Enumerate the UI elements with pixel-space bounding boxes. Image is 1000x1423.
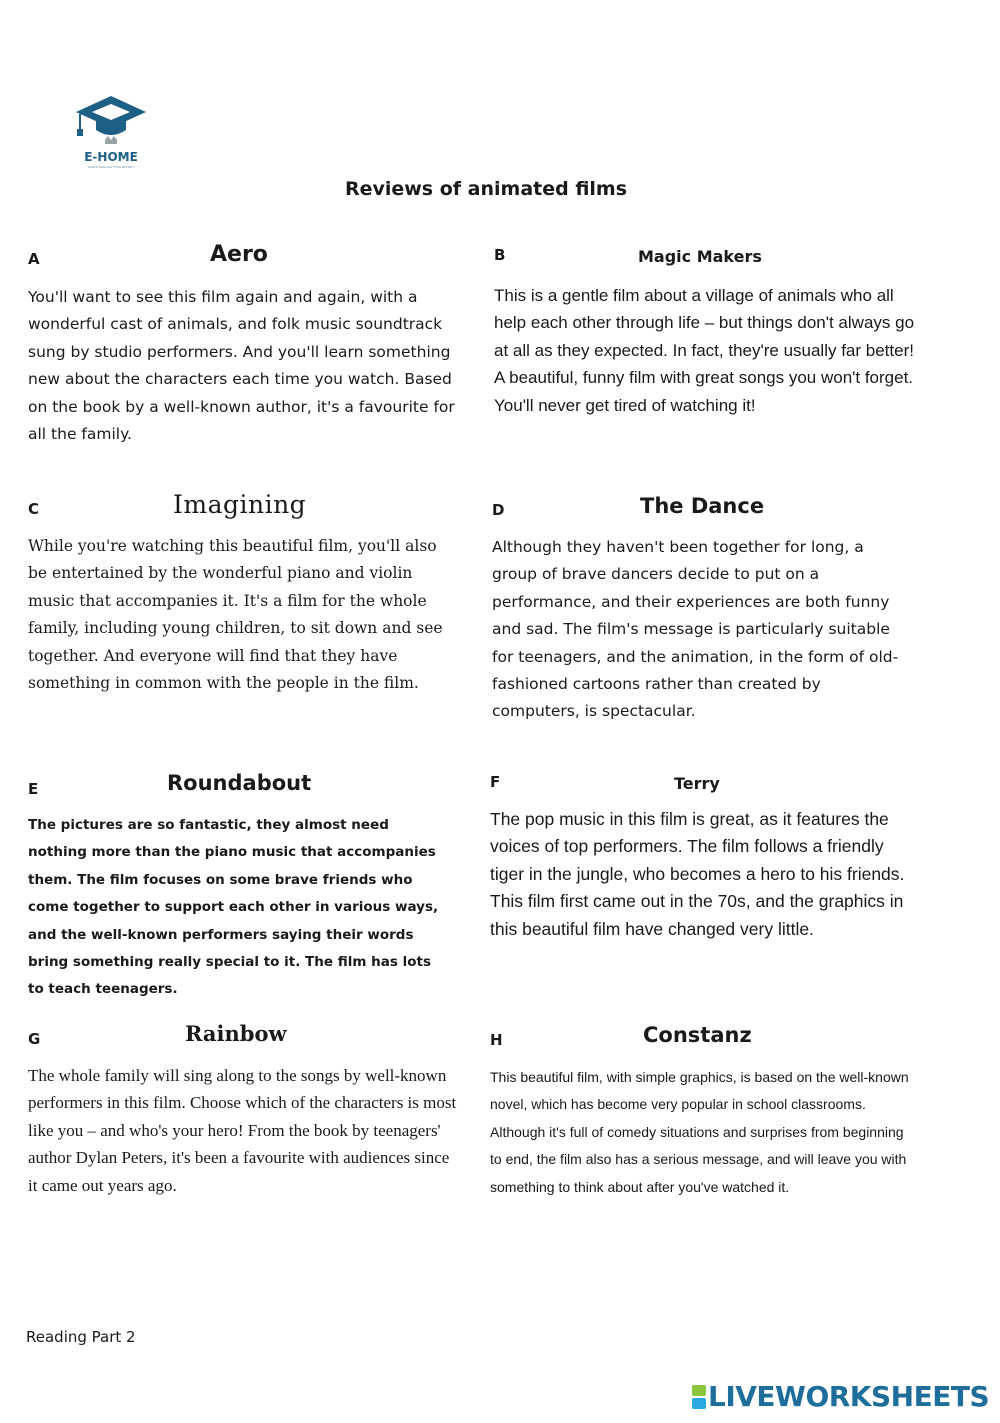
review-body: You'll want to see this film again and again, with a wonderful cast of animals, and folk music soundtrack sung by studio performers. And you'll learn something new about the characters each time you watch. Based on the book by a well-known author, it's a favourite for all the family.	[28, 288, 455, 444]
page-title: Reviews of animated films	[344, 178, 628, 200]
brand-name: E-HOME	[84, 150, 138, 164]
review-letter: B	[494, 246, 506, 264]
brand-logo	[72, 92, 152, 172]
review-title: Magic Makers	[638, 247, 762, 266]
review-title: The Dance	[640, 494, 765, 518]
review-title: Terry	[674, 774, 720, 793]
review-body: The pop music in this film is great, as it features the voices of top performers. The film follows a friendly tiger in the jungle, who becomes a hero to his friends. This film first came out in the 70s, and the graphics in this beautiful film have changed very little.	[490, 809, 905, 939]
watermark-text: LIVEWORKSHEETS	[708, 1380, 990, 1413]
liveworksheets-badge-icon	[692, 1385, 706, 1409]
review-body: Although they haven't been together for long, a group of brave dancers decide to put on a performance, and their experiences are both funny and sad. The film's message is particularly suitable for teenagers, and the animation, in the form of old-fashioned cartoons rather than created by computers, is spectacular.	[492, 538, 899, 721]
review-letter: F	[490, 773, 501, 791]
review-body: While you're watching this beautiful film, you'll also be entertained by the wonderful piano and violin music that accompanies it. It's a film for the whole family, including young children, to sit down and see together. And everyone will find that they have something in common with the people in the film.	[28, 537, 443, 693]
review-title: Roundabout	[167, 771, 312, 795]
review-letter: G	[28, 1030, 41, 1048]
review-title: Imagining	[173, 490, 307, 519]
page-footer: Reading Part 2	[26, 1328, 136, 1346]
review-body: This beautiful film, with simple graphics, is based on the well-known novel, which has become very popular in school classrooms. Although it's full of comedy situations and surprises from beginning to end, the film also has a serious message, and will leave you with something to think about after you've watched it.	[490, 1069, 909, 1195]
review-title: Rainbow	[185, 1021, 287, 1046]
review-letter: C	[28, 500, 40, 518]
graduation-cap-e-icon	[72, 92, 150, 150]
review-title: Constanz	[643, 1023, 752, 1047]
review-body: The pictures are so fantastic, they almost need nothing more than the piano music that accompanies them. The film focuses on some brave friends who come together to support each other in various ways, and the well-known performers saying their words bring something really special to it. The film has lots to teach teenagers.	[28, 817, 439, 998]
review-body: The whole family will sing along to the songs by well-known performers in this film. Choose which of the characters is most like you – and who's your hero! From the book by teenagers' author Dylan Peters, it's been a favourite with audiences since it came out years ago.	[28, 1066, 457, 1195]
badge-ws-square	[692, 1398, 706, 1409]
review-letter: H	[490, 1031, 503, 1049]
review-title: Aero	[210, 242, 268, 267]
review-letter: E	[28, 780, 39, 798]
review-letter: D	[492, 501, 505, 519]
badge-live-square	[692, 1385, 706, 1396]
review-body: This is a gentle film about a village of animals who all help each other through life – but things don't always go at all as they expected. In fact, they're usually far better! A beautiful, funny film with great songs you won't forget. You'll never get tired of watching it!	[494, 286, 915, 415]
review-letter: A	[28, 250, 40, 268]
brand-tagline: LEARN ENGLISH YOUR EFFORT	[87, 165, 135, 169]
